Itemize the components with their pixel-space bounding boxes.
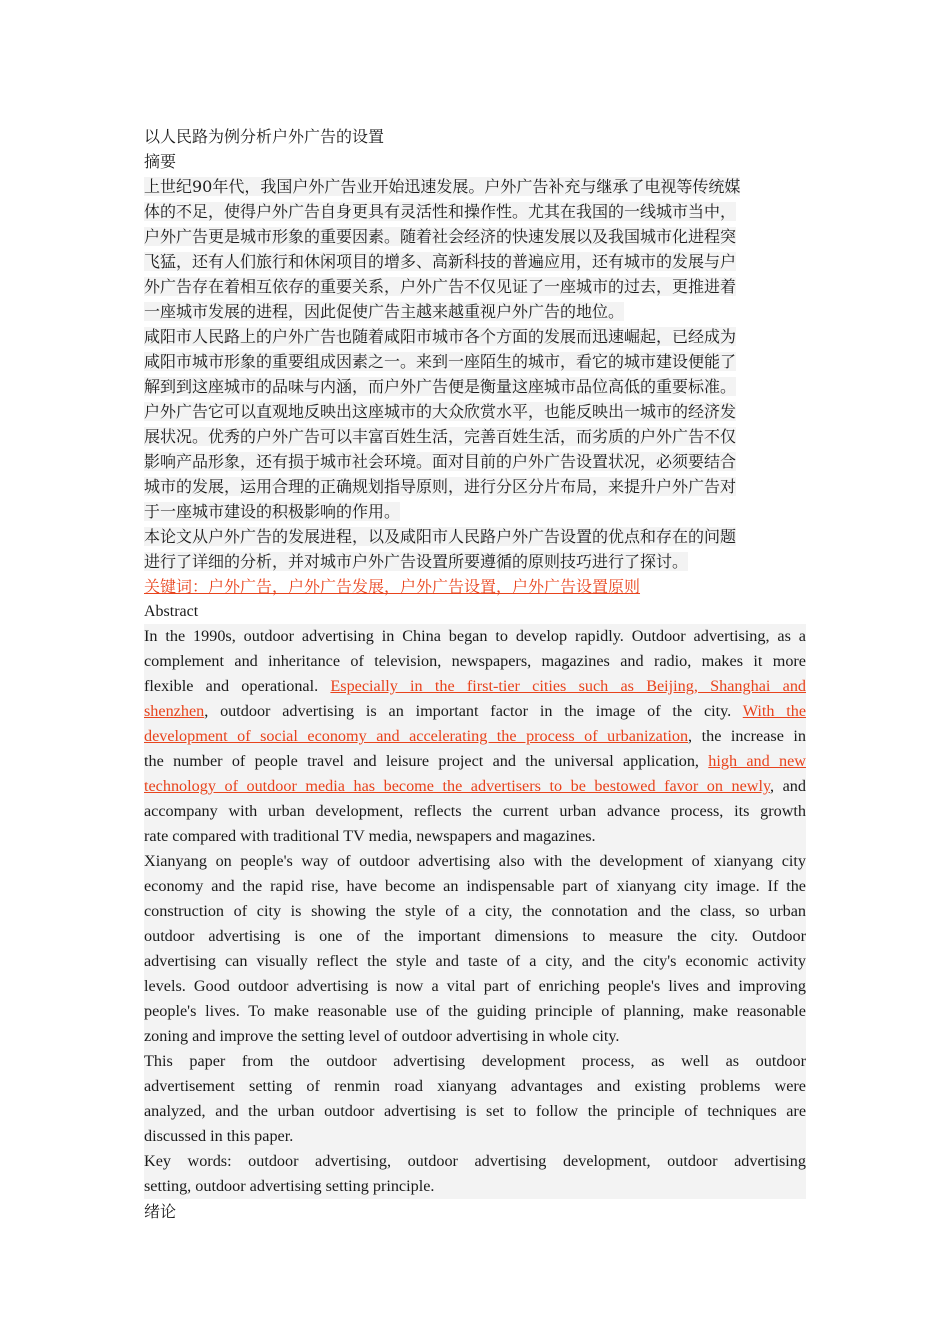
abstract-en-paragraph-3 [144, 1049, 806, 1149]
text-line: 户外广告它可以直观地反映出这座城市的大众欣赏水平，也能反映出一城市的经济发 [144, 402, 737, 421]
highlighted-link[interactable]: development of social economy and accelerating the process of urbanization [144, 727, 689, 745]
text-line: economy and the rapid rise, have become an indispensable part of xianyang city image. If the [144, 874, 806, 899]
text-line: 上世纪90年代，我国户外广告业开始迅速发展。户外广告补充与继承了电视等传统媒 [144, 177, 741, 196]
text-line: setting, outdoor advertising setting principle. [144, 1174, 806, 1199]
text-line: 影响产品形象，还有损于城市社会环境。面对目前的户外广告设置状况，必须要结合 [144, 452, 737, 471]
text-line: advertisement setting of renmin road xianyang advantages and existing problems were [144, 1074, 806, 1099]
text-line: This paper from the outdoor advertising development process, as well as outdoor [144, 1049, 806, 1074]
text-line [144, 749, 806, 774]
text-line: 展状况。优秀的户外广告可以丰富百姓生活，完善百姓生活，而劣质的户外广告不仅 [144, 427, 737, 446]
text-line: 解到到这座城市的品味与内涵，而户外广告便是衡量这座城市品位高低的重要标准。 [144, 377, 737, 396]
text-line [144, 699, 806, 724]
text-line: In the 1990s, outdoor advertising in China began to develop rapidly. Outdoor advertising, as a [144, 624, 806, 649]
text-line: 飞猛，还有人们旅行和休闲项目的增多、高新科技的普遍应用，还有城市的发展与户 [144, 252, 737, 271]
text-segment: flexible and operational. [144, 677, 331, 695]
text-line: accompany with urban development, reflects the current urban advance process, its growth [144, 799, 806, 824]
text-line: rate compared with traditional TV media, newspapers and magazines. [144, 824, 806, 849]
text-line: construction of city is showing the style of a city, the connotation and the class, so urban [144, 899, 806, 924]
text-line: 进行了详细的分析，并对城市户外广告设置所要遵循的原则技巧进行了探讨。 [144, 552, 689, 571]
text-line: 外广告存在着相互依存的重要关系，户外广告不仅见证了一座城市的过去，更推进着 [144, 277, 737, 296]
text-line: 本论文从户外广告的发展进程，以及咸阳市人民路户外广告设置的优点和存在的问题 [144, 527, 737, 546]
introduction-heading: 绪论 [144, 1202, 177, 1221]
keywords-en [144, 1149, 806, 1199]
text-line [144, 724, 806, 749]
abstract-cn-heading: 摘要 [144, 152, 177, 171]
text-line: 于一座城市建设的积极影响的作用。 [144, 502, 401, 521]
text-line: Key words: outdoor advertising, outdoor advertising development, outdoor advertising [144, 1149, 806, 1174]
text-line: 咸阳市城市形象的重要组成因素之一。来到一座陌生的城市，看它的城市建设便能了 [144, 352, 737, 371]
text-line: 咸阳市人民路上的户外广告也随着咸阳市城市各个方面的发展而迅速崛起，已经成为 [144, 327, 737, 346]
text-line: 户外广告更是城市形象的重要因素。随着社会经济的快速发展以及我国城市化进程突 [144, 227, 737, 246]
text-line: zoning and improve the setting level of outdoor advertising in whole city. [144, 1024, 806, 1049]
abstract-en-paragraph-2 [144, 849, 806, 1049]
text-line: complement and inheritance of television, newspapers, magazines and radio, makes it more [144, 649, 806, 674]
abstract-en-heading: Abstract [144, 603, 199, 620]
text-line [144, 774, 806, 799]
text-line: 体的不足，使得户外广告自身更具有灵活性和操作性。尤其在我国的一线城市当中， [144, 202, 737, 221]
text-line: advertising can visually reflect the style and taste of a city, and the city's economic activity [144, 949, 806, 974]
text-line: 一座城市发展的进程，因此促使广告主越来越重视户外广告的地位。 [144, 302, 625, 321]
text-line: levels. Good outdoor advertising is now a vital part of enriching people's lives and improving [144, 974, 806, 999]
text-segment: the number of people travel and leisure project and the universal application, [144, 752, 709, 770]
document-body [144, 124, 806, 1224]
text-line [144, 674, 806, 699]
text-line: outdoor advertising is one of the important dimensions to measure the city. Outdoor [144, 924, 806, 949]
highlighted-link[interactable]: technology of outdoor media has become the advertisers to be bestowed favor on newly [144, 777, 771, 795]
highlighted-link[interactable]: Especially in the first-tier cities such as Beijing, Shanghai and [330, 677, 807, 695]
text-segment: , outdoor advertising is an important factor in the image of the city. [204, 702, 743, 720]
abstract-en-paragraph-1 [144, 624, 806, 849]
abstract-cn-paragraph-1 [144, 174, 806, 324]
document-title: 以人民路为例分析户外广告的设置 [144, 127, 385, 146]
highlighted-link[interactable]: With the [742, 702, 807, 720]
abstract-cn-paragraph-2 [144, 324, 806, 524]
text-line: 城市的发展，运用合理的正确规划指导原则，进行分区分片布局，来提升户外广告对 [144, 477, 737, 496]
text-line: discussed in this paper. [144, 1124, 806, 1149]
text-line: analyzed, and the urban outdoor advertising is set to follow the principle of techniques are [144, 1099, 806, 1124]
highlighted-link[interactable]: high and new [708, 752, 806, 770]
text-segment: , the increase in [688, 727, 807, 745]
abstract-cn-paragraph-3 [144, 524, 806, 574]
text-line: people's lives. To make reasonable use of the guiding principle of planning, make reasonable [144, 999, 806, 1024]
highlighted-link[interactable]: shenzhen [144, 702, 205, 720]
text-line: Xianyang on people's way of outdoor advertising also with the development of xianyang city [144, 849, 806, 874]
keywords-cn-link[interactable]: 关键词：户外广告，户外广告发展，户外广告设置，户外广告设置原则 [144, 577, 641, 596]
text-segment: , and [770, 777, 806, 795]
